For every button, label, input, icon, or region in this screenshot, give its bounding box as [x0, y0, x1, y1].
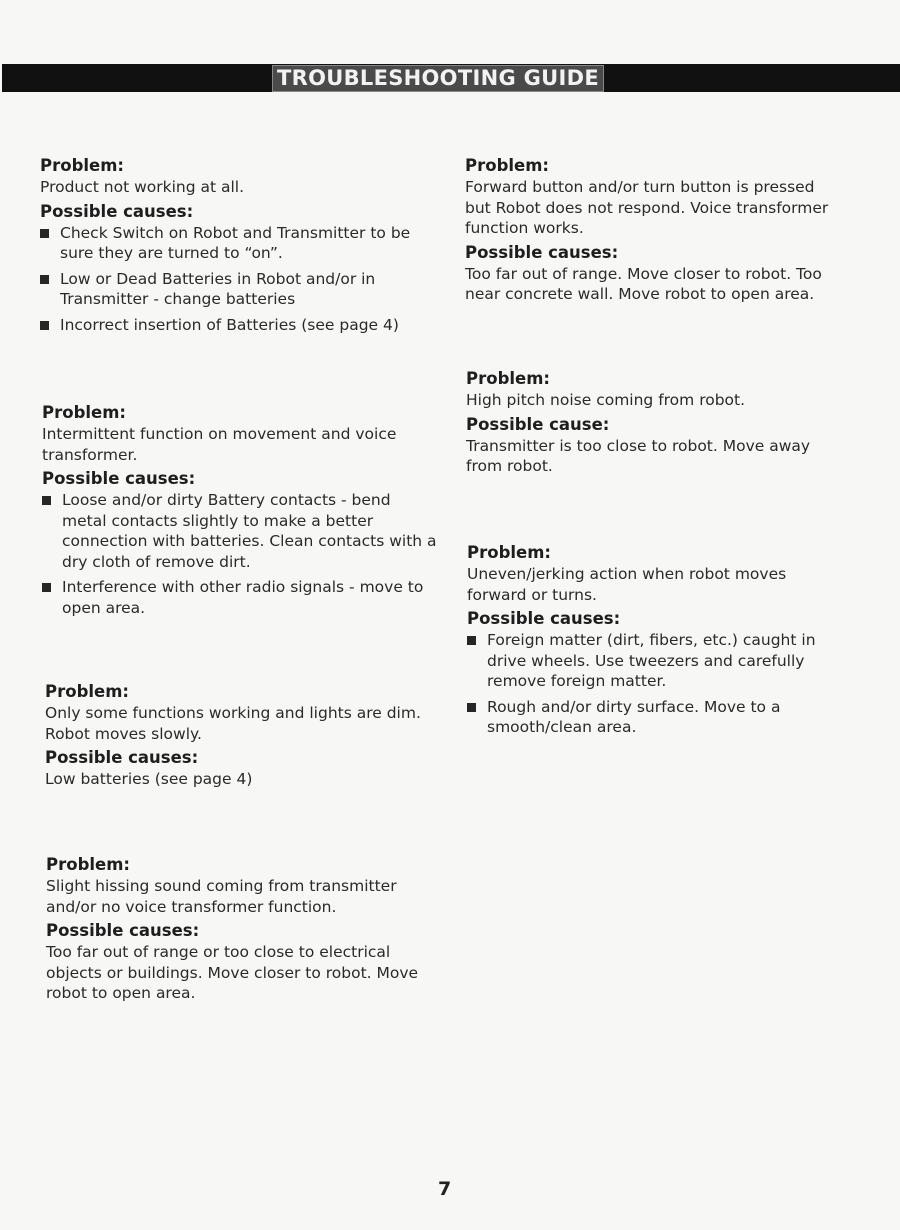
causes-heading: Possible causes:	[467, 609, 621, 628]
causes-list	[42, 490, 437, 618]
causes-heading: Possible causes:	[45, 748, 199, 767]
cause-item: Low or Dead Batteries in Robot and/or in Transmitter - change batteries	[40, 269, 435, 310]
problem-heading: Problem:	[45, 682, 130, 701]
cause-item: Check Switch on Robot and Transmitter to be sure they are turned to “on”.	[40, 223, 435, 264]
causes-description: Too far out of range or too close to electrical objects or buildings. Move closer to robot. Move robot to open area.	[46, 943, 419, 1002]
problem-heading: Problem:	[465, 156, 550, 175]
problem-description: Forward button and/or turn button is pressed but Robot does not respond. Voice transformer function works.	[465, 178, 829, 237]
causes-heading: Possible causes:	[46, 921, 200, 940]
problem-heading: Problem:	[466, 369, 551, 388]
causes-heading: Possible cause:	[466, 414, 610, 434]
problem-heading: Problem:	[42, 403, 127, 422]
problem-block-4	[46, 854, 441, 1007]
problem-block-7	[467, 542, 827, 743]
problem-description: High pitch noise coming from robot.	[466, 391, 746, 409]
problem-heading: Problem:	[46, 855, 131, 874]
problem-heading: Problem:	[467, 543, 552, 562]
problem-description: Product not working at all.	[40, 178, 245, 196]
causes-list	[467, 630, 827, 738]
problem-block-1	[40, 155, 435, 340]
causes-list	[40, 223, 435, 336]
problem-block-5	[465, 155, 845, 308]
problem-description: Slight hissing sound coming from transmitter and/or no voice transformer function.	[46, 877, 397, 916]
causes-heading: Possible causes:	[40, 201, 194, 221]
page-title: TROUBLESHOOTING GUIDE	[272, 65, 604, 92]
cause-item: Rough and/or dirty surface. Move to a smooth/clean area.	[467, 697, 827, 738]
cause-item: Loose and/or dirty Battery contacts - bend metal contacts slightly to make a better connection with batteries. Clean contacts with a dry cloth of remove dirt.	[42, 490, 437, 572]
cause-item: Interference with other radio signals - move to open area.	[42, 577, 437, 618]
problem-description: Intermittent function on movement and voice transformer.	[42, 425, 397, 464]
problem-description: Only some functions working and lights are dim. Robot moves slowly.	[45, 704, 421, 743]
causes-description: Transmitter is too close to robot. Move away from robot.	[466, 436, 811, 475]
cause-item: Foreign matter (dirt, fibers, etc.) caught in drive wheels. Use tweezers and carefully remove foreign matter.	[467, 630, 827, 692]
problem-block-2	[42, 402, 437, 623]
problem-description: Uneven/jerking action when robot moves forward or turns.	[467, 565, 787, 604]
causes-description: Low batteries (see page 4)	[45, 770, 253, 788]
cause-item: Incorrect insertion of Batteries (see page 4)	[40, 315, 435, 336]
problem-heading: Problem:	[40, 156, 125, 175]
problem-block-6	[466, 368, 846, 480]
problem-block-3	[45, 681, 440, 793]
page-number: 7	[438, 1178, 452, 1200]
causes-description: Too far out of range. Move closer to robot. Too near concrete wall. Move robot to open area.	[465, 264, 822, 303]
causes-heading: Possible causes:	[42, 469, 196, 488]
causes-heading: Possible causes:	[465, 242, 619, 262]
